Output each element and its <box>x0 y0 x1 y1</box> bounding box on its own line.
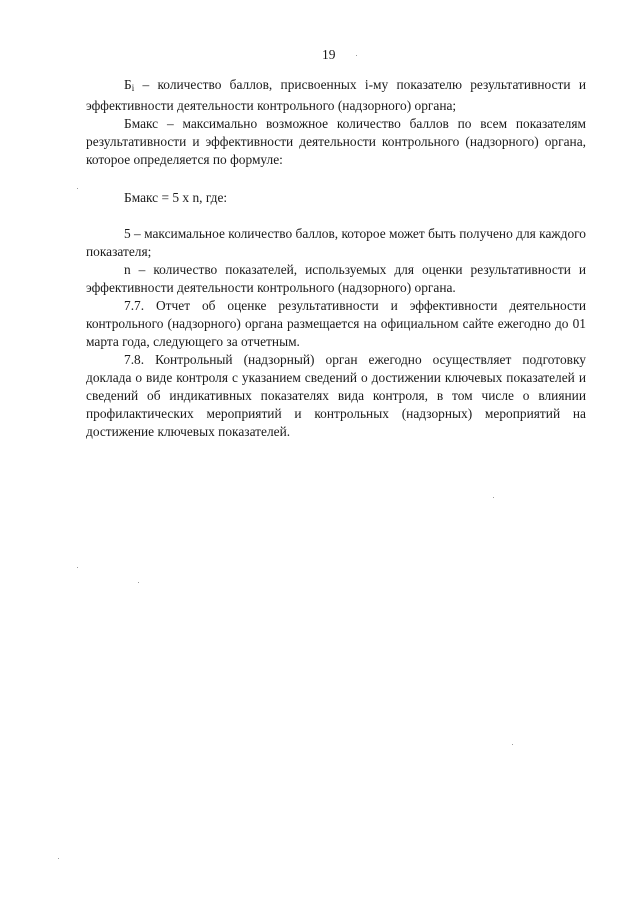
scan-speck <box>512 744 513 745</box>
scan-speck <box>356 55 357 56</box>
scan-speck <box>138 582 139 583</box>
paragraph-five-definition: 5 – максимальное количество баллов, которое может быть получено для каждого показателя; <box>86 226 587 259</box>
paragraph-b-max: Бмакс – максимально возможное количество баллов по всем показателям результативности и эффективности деятельности контрольного (надзорного) органа, которое определяется по формуле: <box>86 116 586 167</box>
paragraph-b-i <box>86 76 586 115</box>
paragraph-7-7: 7.7. Отчет об оценке результативности и эффективности деятельности контрольного (надзорного) органа размещается на официальном сайте ежегодно до 01 марта года, следующего за отчетным. <box>86 298 586 349</box>
scan-speck <box>493 497 494 498</box>
b-i-symbol: Б <box>124 77 132 92</box>
page-number: 19 <box>322 47 336 62</box>
scan-speck <box>77 567 78 568</box>
b-i-subscript: i <box>131 83 135 93</box>
document-body <box>86 76 586 441</box>
formula: Бмакс = 5 х n, где: <box>124 190 228 205</box>
b-i-definition: – количество баллов, присвоенных i-му показателю результативности и эффективности деятельности контрольного (надзорного) органа; <box>86 77 586 113</box>
scan-speck <box>58 858 59 859</box>
paragraph-7-8: 7.8. Контрольный (надзорный) орган ежегодно осуществляет подготовку доклада о виде контроля с указанием сведений о достижении ключевых показателей и сведений об индикативных показателях вида контроля, в том числе о влиянии профилактических мероприятий и контрольных (надзорных) мероприятий на достижение ключевых показателей. <box>86 352 586 439</box>
scan-speck <box>77 188 78 189</box>
paragraph-n-definition: n – количество показателей, используемых для оценки результативности и эффективности деятельности контрольного (надзорного) органа. <box>86 262 586 295</box>
